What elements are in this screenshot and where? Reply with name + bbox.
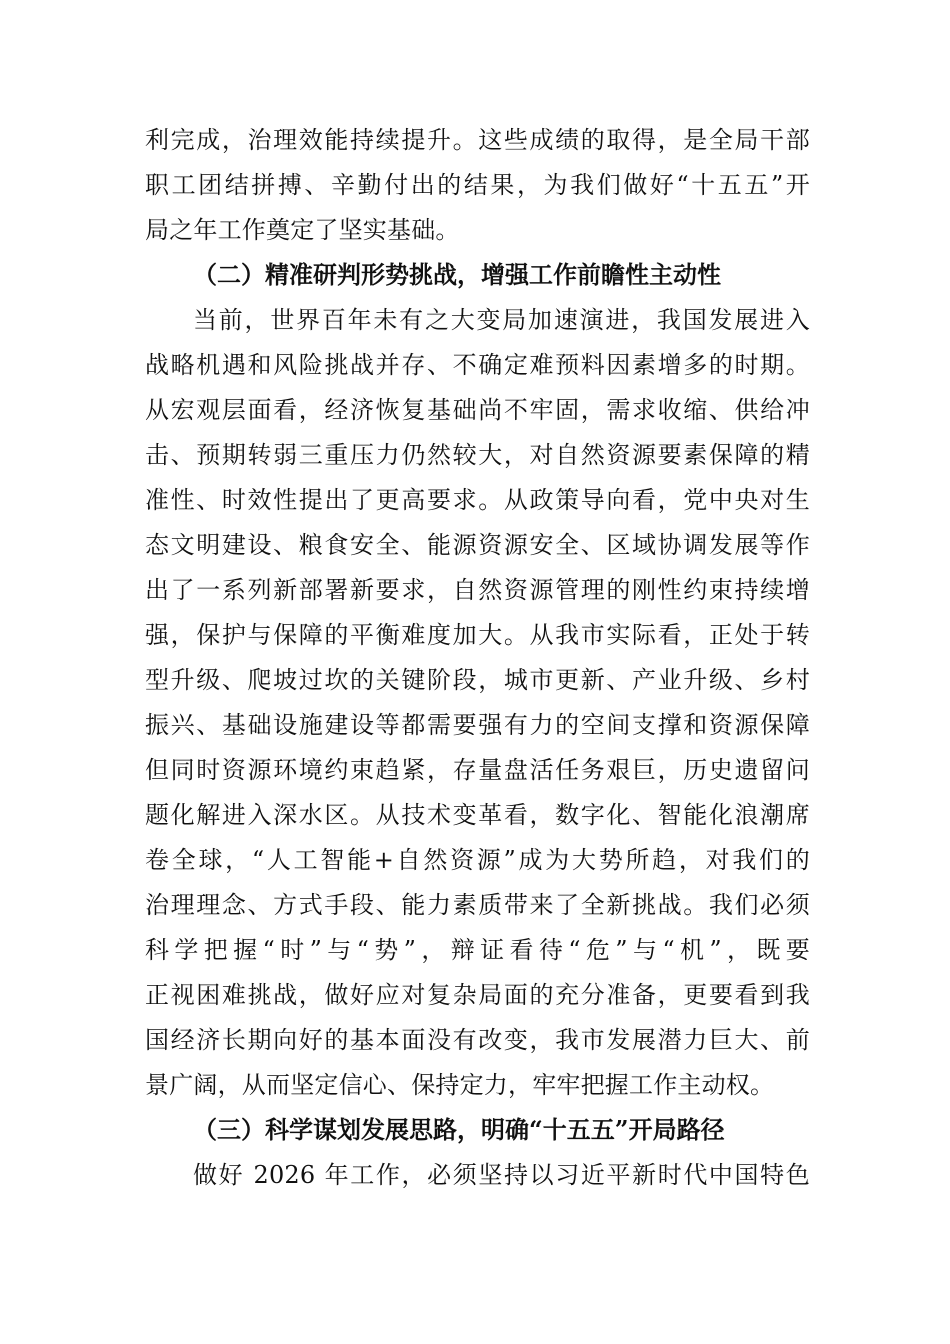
text-line: 强，保护与保障的平衡难度加大。从我市实际看，正处于转: [145, 621, 810, 649]
text-line: 利完成，治理效能持续提升。这些成绩的取得，是全局干部: [145, 126, 810, 154]
text-line: 卷全球，“人工智能+自然资源”成为大势所趋，对我们的: [145, 846, 810, 874]
text-line: 准性、时效性提出了更高要求。从政策导向看，党中央对生: [145, 486, 810, 514]
text-line: 题化解进入深水区。从技术变革看，数字化、智能化浪潮席: [145, 801, 810, 829]
text-line: 国经济长期向好的基本面没有改变，我市发展潜力巨大、前: [145, 1026, 810, 1054]
text-line: 战略机遇和风险挑战并存、不确定难预料因素增多的时期。: [145, 351, 810, 379]
text-line: 正视困难挑战，做好应对复杂局面的充分准备，更要看到我: [145, 981, 810, 1009]
text-line: 从宏观层面看，经济恢复基础尚不牢固，需求收缩、供给冲: [145, 396, 810, 424]
text-line: 但同时资源环境约束趋紧，存量盘活任务艰巨，历史遗留问: [145, 756, 810, 784]
text-line: 科学把握“时”与“势”，辩证看待“危”与“机”，既要: [145, 936, 810, 964]
text-line: 职工团结拼搏、辛勤付出的结果，为我们做好“十五五”开: [145, 171, 810, 199]
text-line: 景广阔，从而坚定信心、保持定力，牢牢把握工作主动权。: [145, 1071, 775, 1099]
section-heading-3: （三）科学谋划发展思路，明确“十五五”开局路径: [193, 1115, 725, 1144]
text-line: 振兴、基础设施建设等都需要强有力的空间支撑和资源保障: [145, 711, 810, 739]
text-line: 态文明建设、粮食安全、能源资源安全、区域协调发展等作: [145, 531, 810, 559]
text-line: 做好 2026 年工作，必须坚持以习近平新时代中国特色: [193, 1161, 810, 1189]
text-line: 型升级、爬坡过坎的关键阶段，城市更新、产业升级、乡村: [145, 666, 810, 694]
text-line: 击、预期转弱三重压力仍然较大，对自然资源要素保障的精: [145, 441, 810, 469]
text-line: 出了一系列新部署新要求，自然资源管理的刚性约束持续增: [145, 576, 810, 604]
section-heading-2: （二）精准研判形势挑战，增强工作前瞻性主动性: [193, 260, 721, 289]
text-line: 治理理念、方式手段、能力素质带来了全新挑战。我们必须: [145, 891, 810, 919]
text-line: 局之年工作奠定了坚实基础。: [145, 216, 460, 244]
text-line: 当前，世界百年未有之大变局加速演进，我国发展进入: [193, 306, 810, 334]
